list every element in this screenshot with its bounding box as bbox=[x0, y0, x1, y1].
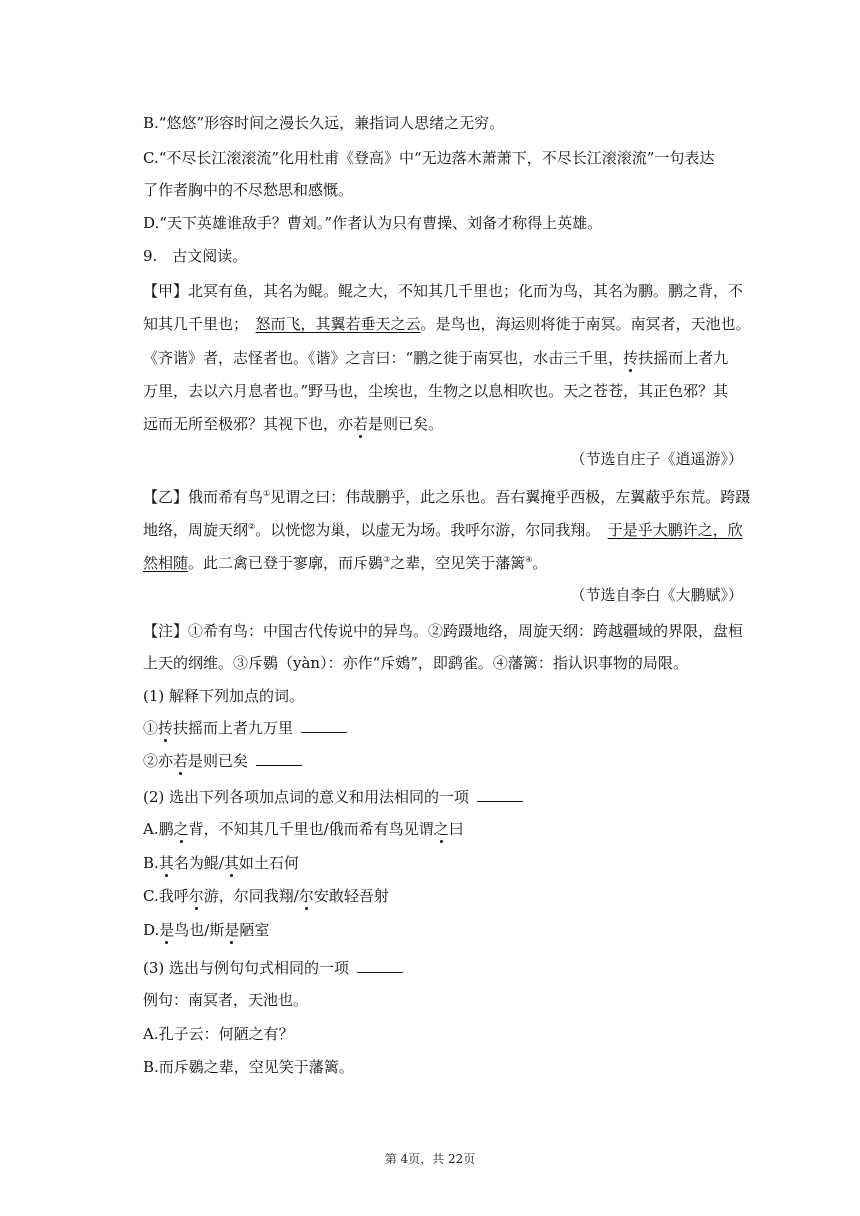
answer-blank[interactable] bbox=[477, 787, 523, 802]
text-segment: 曰 bbox=[448, 820, 464, 838]
text-segment: 【乙】俄而希有鸟 bbox=[143, 488, 264, 506]
subquestion-3 bbox=[143, 958, 753, 978]
passage-jia-line2 bbox=[143, 314, 753, 334]
footnote-mark: ② bbox=[248, 522, 256, 531]
dotted-char: 其 bbox=[158, 854, 174, 872]
dotted-char: 若 bbox=[353, 415, 369, 433]
passage-jia-line5 bbox=[143, 414, 753, 434]
dotted-char: 其 bbox=[223, 854, 239, 872]
dotted-char: 是 bbox=[159, 921, 175, 939]
passage-jia-line4: 万里，去以六月息者也。”野马也，尘埃也，生物之以息相吹也。天之苍苍，其正色邪？其 bbox=[143, 382, 729, 400]
text-segment: 。是鸟也，海运则将徙于南冥。南冥者，天池也。 bbox=[420, 315, 751, 333]
footnote-mark: ④ bbox=[525, 555, 533, 564]
text-segment: B. bbox=[143, 854, 159, 872]
text-segment: 如土石何 bbox=[238, 854, 299, 872]
underlined-sentence: 然相随 bbox=[143, 554, 189, 572]
answer-blank[interactable] bbox=[357, 958, 403, 973]
text-segment: (2) 选出下列各项加点词的意义和用法相同的一项 bbox=[143, 788, 470, 806]
text-segment: 远而无所至极邪？其视下也，亦 bbox=[143, 415, 354, 433]
text-segment: 游，尔同我翔/ bbox=[203, 887, 299, 905]
dotted-char: 尔 bbox=[298, 887, 314, 905]
example-sentence: 例句：南冥者，天池也。 bbox=[143, 991, 309, 1009]
option-c-line: C.“不尽长江滚滚流”化用杜甫《登高》中“无边落木萧萧下，不尽长江滚滚流”一句表达 bbox=[143, 149, 715, 167]
passage-yi-line2 bbox=[143, 517, 753, 540]
subquestion-2-option-d bbox=[143, 920, 753, 940]
subquestion-3-option-a: A.孔子云：何陋之有？ bbox=[143, 1025, 294, 1043]
text-segment: 。以恍惚为巢，以虚无为场。我呼尔游，尔同我翔。 bbox=[255, 521, 608, 539]
text-segment: 鸟也/斯 bbox=[174, 921, 225, 939]
answer-blank[interactable] bbox=[301, 718, 347, 733]
dotted-char: 抟 bbox=[623, 349, 639, 367]
text-segment: (3) 选出与例句句式相同的一项 bbox=[143, 959, 350, 977]
answer-blank[interactable] bbox=[256, 751, 302, 766]
notes-line2: 上天的纲维。③斥鷃（yàn）：亦作“斥鴳”，即鹞雀。④藩篱：指认识事物的局限。 bbox=[143, 654, 688, 672]
passage-yi-line1 bbox=[143, 484, 753, 507]
dotted-char: 若 bbox=[173, 752, 189, 770]
underlined-sentence: 怒而飞，其翼若垂天之云 bbox=[255, 315, 421, 333]
dotted-char: 之 bbox=[433, 820, 449, 838]
text-segment: 《齐谐》者，志怪者也。《谐》之言曰：“鹏之徙于南冥也，水击三千里， bbox=[143, 349, 624, 367]
notes-line1: 【注】①希有鸟：中国古代传说中的异鸟。②跨蹑地络，周旋天纲：跨越疆域的界限，盘桓 bbox=[143, 622, 744, 640]
text-segment: C.我呼 bbox=[143, 887, 189, 905]
option-c-cont: 了作者胸中的不尽愁思和感慨。 bbox=[143, 181, 354, 199]
passage-jia-line3 bbox=[143, 348, 753, 368]
text-segment: 是则已矣。 bbox=[368, 415, 444, 433]
subquestion-2 bbox=[143, 787, 753, 807]
subquestion-2-option-c bbox=[143, 886, 753, 906]
text-segment: 安敢轻吾射 bbox=[313, 887, 389, 905]
source-jia: （节选自庄子《逍遥游》） bbox=[570, 450, 743, 468]
footnote-mark: ③ bbox=[383, 555, 391, 564]
subquestion-2-option-b bbox=[143, 853, 753, 873]
dotted-char: 之 bbox=[173, 820, 189, 838]
passage-jia-line1: 【甲】北冥有鱼，其名为鲲。鲲之大，不知其几千里也；化而为鸟，其名为鹏。鹏之背，不 bbox=[143, 282, 744, 300]
text-segment: 。 bbox=[532, 554, 548, 572]
text-segment: 扶摇而上者九万里 bbox=[173, 719, 294, 737]
text-segment: 知其几千里也； bbox=[143, 315, 256, 333]
text-segment: ① bbox=[143, 719, 159, 737]
text-segment: 名为鲲/ bbox=[173, 854, 224, 872]
subquestion-1: (1) 解释下列加点的词。 bbox=[143, 687, 305, 705]
underlined-sentence: 于是乎大鹏许之，欣 bbox=[607, 521, 743, 539]
subquestion-1-item2 bbox=[143, 751, 753, 771]
source-yi: （节选自李白《大鹏赋》） bbox=[570, 586, 743, 604]
passage-yi-line3 bbox=[143, 550, 753, 573]
text-segment: 地络，周旋天纲 bbox=[143, 521, 249, 539]
option-b-line: B.“悠悠”形容时间之漫长久远，兼指词人思绪之无穷。 bbox=[143, 114, 505, 132]
dotted-char: 尔 bbox=[188, 887, 204, 905]
text-segment: 。此二禽已登于寥廓，而斥鷃 bbox=[188, 554, 384, 572]
subquestion-3-option-b: B.而斥鷃之辈，空见笑于藩篱。 bbox=[143, 1058, 354, 1076]
text-segment: 扶摇而上者九 bbox=[638, 349, 729, 367]
text-segment: ②亦 bbox=[143, 752, 174, 770]
text-segment: A.鹏 bbox=[143, 820, 174, 838]
text-segment: 是则已矣 bbox=[188, 752, 249, 770]
text-segment: 陋室 bbox=[239, 921, 270, 939]
dotted-char: 是 bbox=[224, 921, 240, 939]
footnote-mark: ① bbox=[263, 489, 271, 498]
text-segment: 见谓之曰：伟哉鹏乎，此之乐也。吾右翼掩乎西极，左翼蔽乎东荒。跨蹑 bbox=[270, 488, 751, 506]
text-segment: 之辈，空见笑于藩篱 bbox=[390, 554, 526, 572]
subquestion-2-option-a bbox=[143, 819, 753, 839]
page-footer: 第 4页，共 22页 bbox=[384, 1152, 476, 1166]
dotted-char: 抟 bbox=[158, 719, 174, 737]
subquestion-1-item1 bbox=[143, 718, 753, 738]
text-segment: D. bbox=[143, 921, 160, 939]
option-d-line: D.“天下英雄谁敌手？曹刘。”作者认为只有曹操、刘备才称得上英雄。 bbox=[143, 214, 603, 232]
question-9-title: 9. 古文阅读。 bbox=[143, 247, 248, 265]
text-segment: 背，不知其几千里也/俄而希有鸟见谓 bbox=[188, 820, 434, 838]
